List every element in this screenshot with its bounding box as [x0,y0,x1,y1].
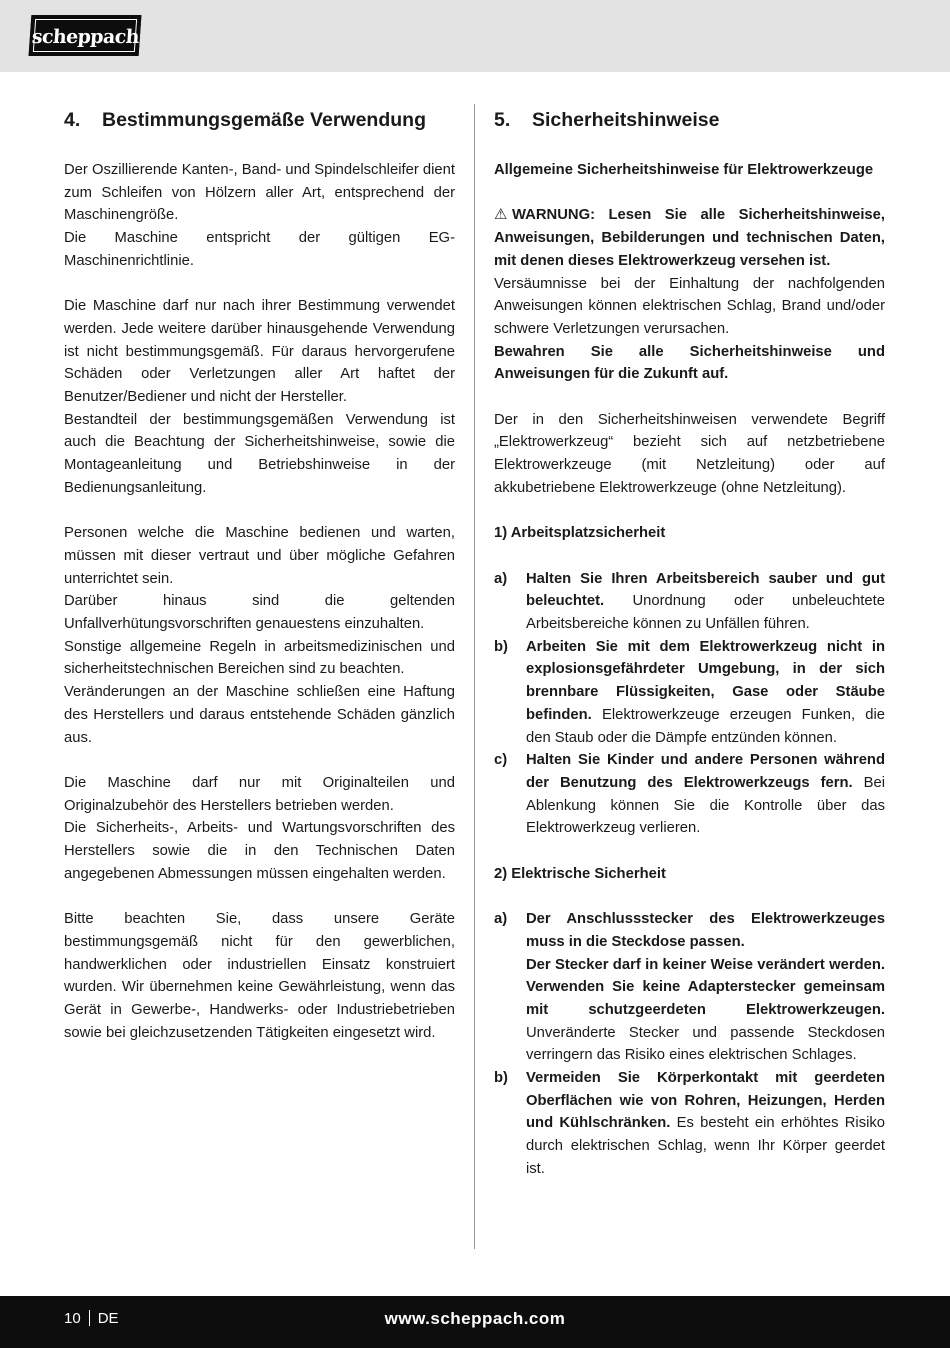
list-item [494,1067,885,1181]
list-item [494,636,885,750]
paragraph: Personen welche die Maschine bedienen und warten, müssen mit dieser vertraut und über mögliche Gefahren unterrichtet sein. [64,525,455,587]
list-item-text: Es besteht ein erhöhtes Risiko durch elektrischen Schlag, wenn Ihr Körper geerdet ist. [526,1115,886,1177]
subheading: Allgemeine Sicherheitshinweise für Elektrowerkzeuge [494,162,874,178]
list-item-text: Elektrowerkzeuge erzeugen Funken, die den Staub oder die Dämpfe entzünden können. [526,706,885,746]
subsection-title: 1) Arbeitsplatzsicherheit [494,525,666,542]
list-item-text: Bei Ablenkung können Sie die Kontrolle über das Elektrowerkzeug verlieren. [526,774,885,837]
website-link[interactable]: www.scheppach.com [384,1309,566,1328]
paragraph-bold: Bewahren Sie alle Sicherheitshinweise und Anweisungen für die Zukunft auf. [494,343,885,383]
list-item-bold: Halten Sie Ihren Arbeitsbereich sauber und gut beleuchtet. [526,570,885,610]
paragraph: Bestandteil der bestimmungsgemäßen Verwendung ist auch die Beachtung der Sicherheitshinweise, sowie die Montageanleitung und Betriebshinweise in der Bedienungsanleitung. [64,411,455,496]
list-item-label: a) [494,911,508,928]
list-item-label: c) [494,752,508,769]
section-heading [494,104,885,136]
heading-number: 5. [494,109,511,131]
paragraph: Sonstige allgemeine Regeln in arbeitsmedizinischen und sicherheitstechnischen Bereichen sind zu beachten. [64,638,455,678]
heading-text: Sicherheitshinweise [532,109,720,131]
subsection-title: 2) Elektrische Sicherheit [494,865,666,882]
list-item-text: Unordnung oder unbeleuchtete Arbeitsbereiche können zu Unfällen führen. [526,593,885,632]
paragraph: Bitte beachten Sie, dass unsere Geräte bestimmungsgemäß nicht für den gewerblichen, handwerklichen oder industriellen Einsatz konstruiert wurden. Wir übernehmen keine Gewährleistung, wenn das Gerät in Gewerbe-, Handwerks- oder Industriebetrieben sowie bei gleichzusetzenden Tätigkeiten eingesetzt wird. [64,911,455,1041]
brand-logo: scheppach [29,15,142,56]
warning-bold: WARNUNG: Lesen Sie alle Sicherheitshinweise, Anweisungen, Bebilderungen und technischen Daten, mit denen dieses Elektrowerkzeug versehen ist. [494,207,885,269]
heading-number: 4. [64,109,81,131]
list-item-label: b) [494,1070,508,1087]
list-item [494,568,885,636]
paragraph: Veränderungen an der Maschine schließen eine Haftung des Herstellers und daraus entstehende Schäden gänzlich aus. [64,684,455,746]
paragraph: Der in den Sicherheitshinweisen verwendete Begriff „Elektrowerkzeug“ bezieht sich auf netzbetriebene Elektrowerkzeuge (mit Netzleitung) oder auf akkubetriebene Elektrowerkzeuge (ohne Netzleitung). [494,411,885,496]
paragraph: Die Maschine entspricht der gültigen EG-Maschinenrichtlinie. [64,230,455,269]
list-item-bold: Vermeiden Sie Körperkontakt mit geerdeten Oberflächen wie von Rohren, Heizungen, Herden und Kühlschränken. [526,1070,885,1132]
page-footer [0,1296,950,1348]
list-item-label: b) [494,638,508,655]
page-number: 10 [64,1310,81,1327]
page-header [0,0,950,72]
paragraph: Die Maschine darf nur mit Originalteilen und Originalzubehör des Herstellers betrieben werden. [64,774,455,814]
paragraph: Darüber hinaus sind die geltenden Unfallverhütungsvorschriften genauestens einzuhalten. [64,593,455,633]
list-item [494,749,885,840]
list-item-bold: Halten Sie Kinder und andere Personen während der Benutzung des Elektrowerkzeugs fern. [526,752,885,791]
column-divider [474,104,475,1249]
warning-triangle-icon: ⚠ [494,207,508,224]
paragraph: Der Oszillierende Kanten-, Band- und Spindelschleifer dient zum Schleifen von Hölzern aller Art, entsprechend der Maschinengröße. [64,162,455,224]
paragraph: Die Sicherheits-, Arbeits- und Wartungsvorschriften des Herstellers sowie die in den Technischen Daten angegebenen Abmessungen müssen eingehalten werden. [64,820,455,882]
warning-block [494,204,885,272]
language-code: DE [97,1310,119,1327]
list-item-bold: Der Anschlussstecker des Elektrowerkzeuges muss in die Steckdose passen. [526,911,885,950]
list-item-label: a) [494,570,508,587]
section-heading [64,104,455,136]
paragraph: Versäumnisse bei der Einhaltung der nachfolgenden Anweisungen können elektrischen Schlag, Brand und/oder schwere Verletzungen verursachen. [494,275,885,337]
section-safety [494,104,885,1181]
list-item-bold: Der Stecker darf in keiner Weise verändert werden. Verwenden Sie keine Adapterstecker gemeinsam mit schutzgeerdeten Elektrowerkzeugen. [526,956,885,1018]
paragraph: Die Maschine darf nur nach ihrer Bestimmung verwendet werden. Jede weitere darüber hinausgehende Verwendung ist nicht bestimmungsgemäß. Für daraus hervorgerufene Schäden oder Verletzungen aller Art haftet der Benutzer/Bediener und nicht der Hersteller. [64,298,455,406]
list-item-bold: Arbeiten Sie mit dem Elektrowerkzeug nicht in explosionsgefährdeter Umgebung, in der sich brennbare Flüssigkeiten, Gase oder Stäube befinden. [526,638,885,723]
list-item [494,908,885,1067]
heading-text: Bestimmungsgemäße Verwendung [102,109,426,131]
list-item-text: Unveränderte Stecker und passende Steckdosen verringern das Risiko eines elektrischen Schlages. [526,1024,885,1064]
section-intended-use [64,104,455,1044]
